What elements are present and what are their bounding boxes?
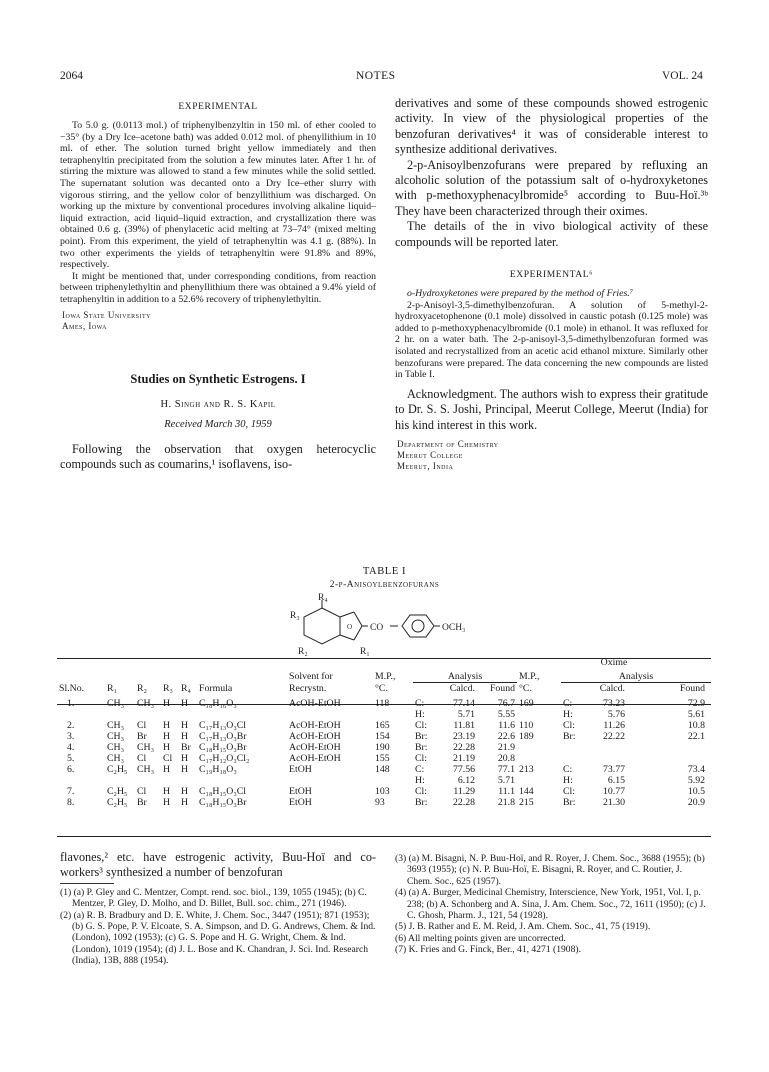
cell-r1: CH₃ [107, 731, 125, 742]
cell-found: 5.55 [497, 709, 515, 720]
cell-element: H: [415, 709, 425, 720]
affiliation-line: Ames, Iowa [62, 320, 107, 331]
header-oxime: Oxime [600, 657, 628, 668]
cell-r4: H [181, 731, 189, 742]
bottom-left-block [60, 850, 376, 967]
cell-oxime-found: 20.9 [687, 797, 705, 808]
cell-element: Cl: [415, 753, 427, 764]
cell-r2 [135, 775, 161, 786]
body-paragraph: derivatives and some of these compounds showed estrogenic activity. In view of the physiological properties of the benzofuran derivatives⁴ it was of considerable interest to synthesize additional derivatives. [395, 96, 708, 157]
cell-formula: C₁₇H₁₃O₃Br [199, 731, 247, 742]
cell-oxime-mp [517, 742, 561, 753]
cell-r2: CH₃ [137, 698, 155, 709]
cell-slno [57, 709, 105, 720]
cell-r1: C₂H₅ [107, 797, 128, 808]
cell-oxime-element [561, 753, 585, 764]
cell-formula: C₁₈H₁₅O₃Br [199, 742, 247, 753]
header-analysis: Analysis [561, 671, 711, 683]
cell-oxime-mp [517, 775, 561, 786]
intro-paragraph: Following the observation that oxygen heterocyclic compounds such as coumarins,¹ isoflavens, iso- [60, 441, 376, 471]
header-slno: Sl.No. [59, 682, 85, 694]
cell-oxime-mp: 215 [519, 797, 534, 808]
cell-r2: CH₃ [137, 742, 155, 753]
cell-oxime-element: C: [563, 698, 573, 709]
cell-r4: Br [181, 742, 191, 753]
cell-r1: C₂H₅ [107, 764, 128, 775]
cell-oxime-calcd: 21.30 [602, 797, 625, 808]
cell-slno: 7. [67, 786, 75, 797]
cell-oxime-mp: 213 [519, 764, 534, 775]
cell-slno: 8. [67, 797, 75, 808]
cell-mp [373, 709, 413, 720]
cell-r4: H [181, 764, 189, 775]
body-paragraph: The details of the in vivo biological activity of these compounds will be reported later. [395, 219, 708, 249]
cell-element: Cl: [415, 720, 427, 731]
cell-oxime-mp: 110 [519, 720, 534, 731]
cell-oxime-element: Cl: [563, 786, 575, 797]
cell-oxime-element: Br: [563, 797, 576, 808]
header-degc: °C. [519, 682, 532, 694]
cell-mp: 103 [375, 786, 390, 797]
cell-calcd: 22.28 [452, 742, 475, 753]
cell-mp: 118 [375, 698, 390, 709]
cell-calcd: 21.19 [452, 753, 475, 764]
cell-r3: H [163, 720, 171, 731]
cell-element: Br: [415, 742, 428, 753]
table-row [57, 786, 711, 797]
cell-slno: 3. [67, 731, 75, 742]
affiliation-line: Iowa State University [62, 309, 152, 320]
cell-mp: 190 [375, 742, 390, 753]
cell-r1: CH₃ [107, 742, 125, 753]
table-row [57, 797, 711, 808]
header-degc: °C. [375, 682, 388, 694]
cell-found: 11.1 [498, 786, 515, 797]
table-subtitle: 2-p-Anisoylbenzofurans [329, 580, 440, 590]
cell-mp: 154 [375, 731, 390, 742]
left-column [60, 96, 376, 472]
cell-calcd: 5.71 [457, 709, 475, 720]
cell-oxime-calcd: 5.76 [607, 709, 625, 720]
cell-formula: C₁₇H₁₃O₃Cl [199, 720, 247, 731]
cell-found: 77.1 [497, 764, 515, 775]
cell-r4: H [181, 753, 189, 764]
cell-oxime-calcd: 73.77 [602, 764, 625, 775]
cell-oxime-mp: 189 [519, 731, 534, 742]
cell-solvent [287, 775, 373, 786]
cell-formula [197, 775, 287, 786]
r3-label: R₃ [290, 611, 300, 621]
cell-r2: Br [137, 731, 147, 742]
table-row [57, 720, 711, 731]
experimental-paragraph: To 5.0 g. (0.0113 mol.) of triphenylbenzyltin in 150 ml. of ether cooled to −35° (by a Dry Ice–acetone bath) was added 0.012 mol. of phenyllithium in 10 ml. of ether. The solution turned bright yellow immediately and then tetraphenyltin precipitated from the solution a few minutes later. After 1 hr. of stirring the mixture was allowed to stand a few minutes while the solid settled. The supernatant solution was decanted onto a Dry Ice–ether slurry with vigorous stirring, and the yellow color of benzyllithium was discharged. On working up the mixture by conventional procedures involving alkaline liquid–liquid extraction, acid liquid–liquid extraction, and crystallization there was obtained 0.6 g. (39%) of phenylacetic acid melting at 73–74° (mixed melting point). From this experiment, the yield of tetraphenyltin was 4.1 g. (88%). In two other experiments the yields of tetraphenyltin were 91.8% and 89%, respectively. [60, 120, 376, 271]
table-row [57, 753, 711, 764]
cell-r1: CH₃ [107, 720, 125, 731]
cell-found: 5.71 [497, 775, 515, 786]
cell-r4: H [181, 698, 189, 709]
body-paragraph: 2-p-Anisoylbenzofurans were prepared by refluxing an alcoholic solution of the potassium salt of o-hydroxyketones with p-methoxyphenacylbromide⁵ according to Buu-Hoï.³ᵇ They have been characterized through their oximes. [395, 157, 708, 218]
cell-slno: 2. [67, 720, 75, 731]
cell-formula: C₁₈H₁₆O₃ [199, 698, 237, 709]
cell-oxime-element: Br: [563, 731, 576, 742]
cell-slno: 1. [67, 698, 75, 709]
cell-oxime-found: 72.9 [687, 698, 705, 709]
cell-mp: 93 [375, 797, 385, 808]
footnote-2: (2) (a) R. B. Bradbury and D. E. White, J. Chem. Soc., 3447 (1951); 871 (1953); (b) G. S. Pope, P. V. Elcoate, S. A. Simpson, and D. G. Andrews, Chem. & Ind. (London), 1092 (1953); (c) G. S. Pope and H. G. Wright, Chem. & Ind. (London), 1019 (1954); (d) J. L. Bose and K. Chandran, J. Sci. Ind. Research (India), 13B, 888 (1954). [60, 909, 376, 967]
cell-r4: H [181, 720, 189, 731]
footnote-1: (1) (a) P. Gley and C. Mentzer, Compt. rend. soc. biol., 139, 1055 (1945); (b) C. Mentzer, P. Gley, D. Molho, and D. Billet, Bull. soc. chim., 271 (1946). [60, 886, 367, 910]
cell-r4: H [181, 797, 189, 808]
cell-found: 21.9 [497, 742, 515, 753]
cell-oxime-element: H: [563, 775, 573, 786]
cell-mp: 148 [375, 764, 390, 775]
cell-r4 [179, 709, 197, 720]
cell-oxime-element: H: [563, 709, 573, 720]
header-calcd: Calcd. [599, 683, 625, 694]
cell-oxime-mp: 144 [519, 786, 534, 797]
cell-found: 20.8 [497, 753, 515, 764]
table-row [57, 731, 711, 742]
svg-text:O: O [347, 623, 353, 631]
cell-r2: CH₃ [137, 764, 155, 775]
cell-mp: 165 [375, 720, 390, 731]
cell-oxime-calcd: 6.15 [607, 775, 625, 786]
cell-oxime-found [627, 742, 711, 753]
cell-r4 [179, 775, 197, 786]
header-r1: R₁ [107, 682, 117, 694]
right-column [395, 96, 708, 472]
cell-r3 [161, 709, 179, 720]
cell-slno: 6. [67, 764, 75, 775]
cell-calcd: 11.81 [453, 720, 475, 731]
cell-oxime-found [627, 753, 711, 764]
cell-found: 76.7 [497, 698, 515, 709]
data-table [57, 657, 711, 808]
cell-r3: H [163, 731, 171, 742]
cell-r3: H [163, 742, 171, 753]
header-recrystn: Recrystn. [289, 682, 327, 694]
cell-slno: 5. [67, 753, 75, 764]
footnote-3: (3) (a) M. Bisagni, N. P. Buu-Hoï, and R. Royer, J. Chem. Soc., 3688 (1955); (b) 3693 (1955); (c) N. P. Buu-Hoï, E. Bisagni, R. Royer, and C. Routier, J. Chem. Soc., 625 (1957). [395, 853, 705, 887]
cell-calcd: 77.56 [452, 764, 475, 775]
cell-solvent: EtOH [289, 797, 312, 808]
affiliation-line: Meerut College [397, 450, 463, 461]
cell-oxime-found: 10.5 [687, 786, 705, 797]
footnote-rule [60, 883, 114, 884]
table-rule [57, 836, 711, 837]
cell-found: 11.6 [498, 720, 515, 731]
cell-formula: C₁₉H₁₈O₃ [199, 764, 237, 775]
header-analysis: Analysis [413, 671, 517, 683]
cell-solvent: EtOH [289, 786, 312, 797]
footnote-6: (6) All melting points given are uncorrected. [395, 932, 566, 944]
cell-r3: H [163, 786, 171, 797]
received-date: Received March 30, 1959 [164, 418, 272, 430]
table-row [57, 775, 711, 786]
table-row [57, 698, 711, 709]
cell-calcd: 22.28 [452, 797, 475, 808]
benzofuran-structure [290, 592, 510, 662]
cell-oxime-element: Cl: [563, 720, 575, 731]
cell-solvent [287, 709, 373, 720]
cell-mp: 155 [375, 753, 390, 764]
cell-element: Br: [415, 731, 428, 742]
affiliation-block [395, 439, 708, 472]
footnote-4: (4) (a) A. Burger, Medicinal Chemistry, Interscience, New York, 1951, Vol. I, p. 238; (b) A. Schonberg and A. Sina, J. Am. Chem. Soc., 72, 1611 (1950); (c) J. C. Ghosh, Pharm. J., 121, 54 (1928). [395, 887, 706, 922]
cell-r2 [135, 709, 161, 720]
page-number: 2064 [60, 70, 83, 82]
cell-solvent: AcOH-EtOH [289, 698, 341, 709]
cell-element: Br: [415, 797, 428, 808]
experimental-heading: EXPERIMENTAL [178, 102, 258, 112]
cell-r1 [105, 775, 135, 786]
cell-oxime-calcd [585, 742, 627, 753]
cell-formula: C₁₈H₁₅O₃Br [199, 797, 247, 808]
cell-slno: 4. [67, 742, 75, 753]
header-solvent: Solvent for [289, 671, 333, 682]
cell-oxime-found: 73.4 [687, 764, 705, 775]
footnote-5: (5) J. B. Rather and E. M. Reid, J. Am. Chem. Soc., 41, 75 (1919). [395, 921, 651, 933]
footnote-7: (7) K. Fries and G. Finck, Ber., 41, 4271 (1908). [395, 944, 581, 956]
cell-r3 [161, 775, 179, 786]
cell-calcd: 11.29 [453, 786, 475, 797]
cell-r2: Br [137, 797, 147, 808]
cell-oxime-element [561, 742, 585, 753]
cell-oxime-calcd: 11.26 [603, 720, 625, 731]
affiliation-line: Department of Chemistry [397, 439, 499, 450]
cell-r1: C₂H₅ [107, 786, 128, 797]
header-formula: Formula [199, 682, 233, 694]
experimental-heading: EXPERIMENTAL⁶ [509, 270, 594, 281]
cell-oxime-calcd: 73.23 [602, 698, 625, 709]
r1-label: R₁ [360, 647, 370, 657]
cell-calcd: 23.19 [452, 731, 475, 742]
affiliation-block [60, 310, 376, 332]
cell-calcd: 6.12 [457, 775, 475, 786]
header-found: Found [489, 683, 515, 694]
cell-oxime-found: 5.61 [687, 709, 705, 720]
cell-oxime-found: 5.92 [687, 775, 705, 786]
header-r4: R₄ [181, 682, 191, 694]
cell-oxime-mp [517, 753, 561, 764]
r2-label: R₂ [298, 647, 308, 657]
cell-solvent: AcOH-EtOH [289, 753, 341, 764]
running-head: NOTES [356, 70, 396, 82]
table-row [57, 764, 711, 775]
table-title: TABLE I [362, 566, 407, 577]
cell-r3: H [163, 698, 171, 709]
cell-r1: CH₃ [107, 698, 125, 709]
cell-r4: H [181, 786, 189, 797]
och3-label: OCH₃ [442, 623, 466, 633]
r4-label: R₄ [318, 593, 328, 603]
cell-oxime-calcd [585, 753, 627, 764]
cell-element: Cl: [415, 786, 427, 797]
cell-oxime-calcd: 10.77 [602, 786, 625, 797]
cell-r2: Cl [137, 753, 147, 764]
cell-oxime-mp [517, 709, 561, 720]
header-mp: M.P., [519, 671, 540, 682]
header-found: Found [679, 683, 705, 694]
note-paragraph: It might be mentioned that, under corresponding conditions, from reaction between triphenylethyltin and phenyllithium there was obtained a 9.4% yield of tetraphenyltin in addition to a 52.6% recovery of triphenylethyltin. [60, 270, 376, 305]
procedure-paragraph: 2-p-Anisoyl-3,5-dimethylbenzofuran. A solution of 5-methyl-2-hydroxyacetophenone (0.1 mole) dissolved in caustic potash (0.125 mole) was added to p-methoxyphenacylbromide (0.1 mole) in ethanol. It was refluxed for 2 hr. on a water bath. The 2-p-anisoyl-3,5-dimethylbenzofuran formed was isolated and recrystallized from an acetic acid ethanol mixture. Similarly other benzofurans were prepared. The data concerning the new compounds are listed in Table I. [395, 299, 708, 381]
cell-r2: Cl [137, 720, 147, 731]
cell-solvent: EtOH [289, 764, 312, 775]
cell-calcd: 77.14 [452, 698, 475, 709]
cell-oxime-element: C: [563, 764, 573, 775]
continued-paragraph: flavones,² etc. have estrogenic activity, Buu-Hoï and co-workers³ synthesized a number of benzofuran [60, 850, 376, 880]
table-row [57, 709, 711, 720]
cell-element: C: [415, 698, 425, 709]
cell-r3: Cl [163, 753, 173, 764]
method-paragraph: o-Hydroxyketones were prepared by the method of Fries.⁷ [407, 288, 634, 300]
header-calcd: Calcd. [449, 683, 475, 694]
cell-r3: H [163, 764, 171, 775]
affiliation-line: Meerut, India [397, 461, 454, 472]
cell-solvent: AcOH-EtOH [289, 720, 341, 731]
cell-solvent: AcOH-EtOH [289, 742, 341, 753]
cell-r2: Cl [137, 786, 147, 797]
cell-formula: C₁₇H₁₂O₃Cl₂ [199, 753, 250, 764]
co-label: CO [370, 623, 384, 633]
cell-mp [373, 775, 413, 786]
table-body [57, 698, 711, 808]
authors: H. Singh and R. S. Kapil [160, 398, 276, 410]
cell-formula [197, 709, 287, 720]
cell-r3: H [163, 797, 171, 808]
cell-formula: C₁₈H₁₅O₃Cl [199, 786, 247, 797]
header-r3: R₃ [163, 682, 173, 694]
header-mp: M.P., [375, 671, 396, 682]
cell-oxime-found: 10.8 [687, 720, 705, 731]
cell-solvent: AcOH-EtOH [289, 731, 341, 742]
cell-found: 22.6 [497, 731, 515, 742]
cell-r1 [105, 709, 135, 720]
article-title: Studies on Synthetic Estrogens. I [130, 371, 306, 386]
cell-slno [57, 775, 105, 786]
acknowledgment: Acknowledgment. The authors wish to express their gratitude to Dr. S. S. Joshi, Principal, Meerut College, Meerut (India) for his kind interest in this work. [395, 386, 708, 432]
header-r2: R₂ [137, 682, 147, 694]
cell-oxime-mp: 169 [519, 698, 534, 709]
table-row [57, 742, 711, 753]
volume-label: VOL. 24 [662, 70, 703, 82]
cell-element: C: [415, 764, 425, 775]
cell-oxime-found: 22.1 [687, 731, 705, 742]
cell-oxime-calcd: 22.22 [602, 731, 625, 742]
cell-r1: CH₃ [107, 753, 125, 764]
cell-found: 21.8 [497, 797, 515, 808]
bottom-right-footnotes [395, 853, 708, 956]
cell-element: H: [415, 775, 425, 786]
